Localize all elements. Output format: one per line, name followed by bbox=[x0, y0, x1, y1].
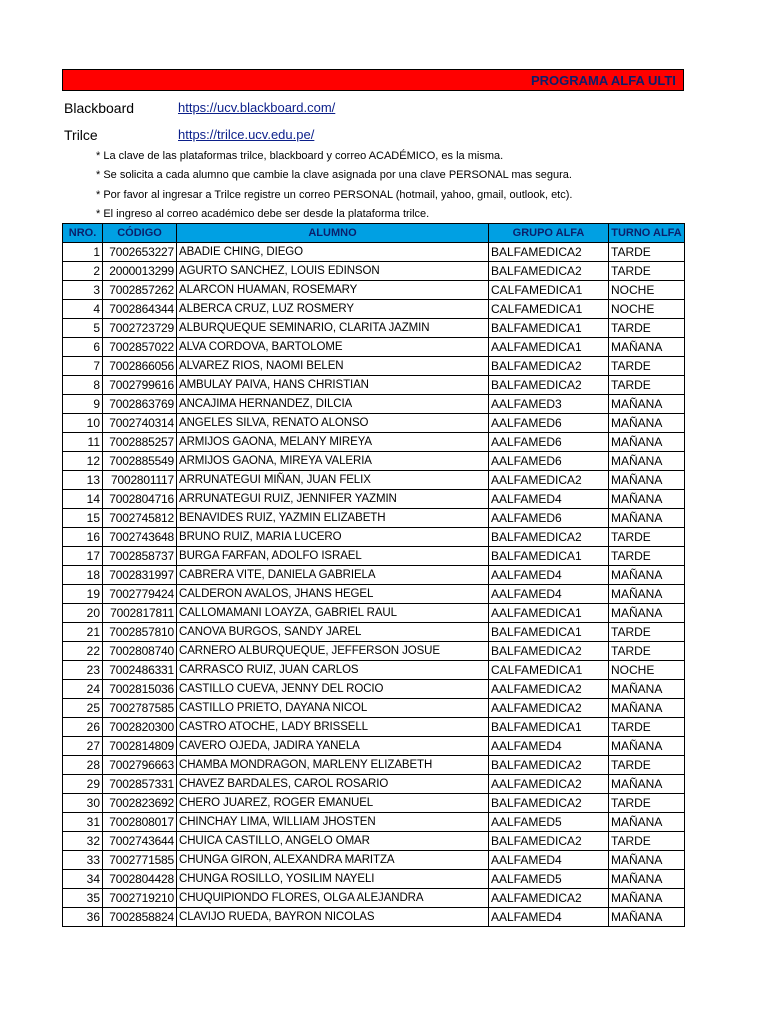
student-code: 7002743648 bbox=[103, 528, 177, 547]
student-name: CLAVIJO RUEDA, BAYRON NICOLAS bbox=[177, 908, 489, 927]
row-number: 9 bbox=[63, 395, 103, 414]
student-code: 7002771585 bbox=[103, 851, 177, 870]
student-code: 7002857331 bbox=[103, 775, 177, 794]
alfa-group: AALFAMED6 bbox=[489, 509, 609, 528]
alfa-shift: MAÑANA bbox=[609, 851, 685, 870]
student-code: 7002808017 bbox=[103, 813, 177, 832]
student-name: BENAVIDES RUIZ, YAZMIN ELIZABETH bbox=[177, 509, 489, 528]
header-grupo-alfa: GRUPO ALFA bbox=[489, 224, 609, 243]
table-row bbox=[63, 813, 685, 832]
row-number: 5 bbox=[63, 319, 103, 338]
alfa-group: BALFAMEDICA2 bbox=[489, 376, 609, 395]
alfa-group: AALFAMEDICA1 bbox=[489, 338, 609, 357]
student-code: 7002804428 bbox=[103, 870, 177, 889]
row-number: 25 bbox=[63, 699, 103, 718]
student-code: 7002486331 bbox=[103, 661, 177, 680]
student-code: 7002817811 bbox=[103, 604, 177, 623]
student-name: CHUICA CASTILLO, ANGELO OMAR bbox=[177, 832, 489, 851]
student-name: ANCAJIMA HERNANDEZ, DILCIA bbox=[177, 395, 489, 414]
alfa-shift: TARDE bbox=[609, 756, 685, 775]
row-number: 29 bbox=[63, 775, 103, 794]
table-row bbox=[63, 870, 685, 889]
student-code: 7002653227 bbox=[103, 243, 177, 262]
alfa-group: AALFAMED6 bbox=[489, 433, 609, 452]
student-name: CHAMBA MONDRAGON, MARLENY ELIZABETH bbox=[177, 756, 489, 775]
row-number: 10 bbox=[63, 414, 103, 433]
alfa-group: AALFAMEDICA2 bbox=[489, 680, 609, 699]
student-name: BRUNO RUIZ, MARIA LUCERO bbox=[177, 528, 489, 547]
table-row bbox=[63, 699, 685, 718]
table-header-row bbox=[63, 224, 685, 243]
alfa-group: AALFAMED5 bbox=[489, 870, 609, 889]
alfa-shift: TARDE bbox=[609, 243, 685, 262]
row-number: 8 bbox=[63, 376, 103, 395]
student-table bbox=[62, 223, 685, 927]
alfa-shift: MAÑANA bbox=[609, 395, 685, 414]
alfa-group: AALFAMED4 bbox=[489, 851, 609, 870]
alfa-shift: TARDE bbox=[609, 262, 685, 281]
student-name: ABADIE CHING, DIEGO bbox=[177, 243, 489, 262]
program-banner bbox=[62, 69, 684, 91]
row-number: 32 bbox=[63, 832, 103, 851]
alfa-group: BALFAMEDICA2 bbox=[489, 642, 609, 661]
table-row bbox=[63, 794, 685, 813]
blackboard-link[interactable]: https://ucv.blackboard.com/ bbox=[178, 100, 336, 115]
alfa-group: CALFAMEDICA1 bbox=[489, 661, 609, 680]
student-name: BURGA FARFAN, ADOLFO ISRAEL bbox=[177, 547, 489, 566]
table-row bbox=[63, 338, 685, 357]
header-nro: NRO. bbox=[63, 224, 103, 243]
row-number: 14 bbox=[63, 490, 103, 509]
student-code: 7002857810 bbox=[103, 623, 177, 642]
alfa-shift: MAÑANA bbox=[609, 471, 685, 490]
table-row bbox=[63, 433, 685, 452]
table-row bbox=[63, 509, 685, 528]
student-name: ALARCON HUAMAN, ROSEMARY bbox=[177, 281, 489, 300]
alfa-group: AALFAMED4 bbox=[489, 908, 609, 927]
student-name: CASTILLO CUEVA, JENNY DEL ROCIO bbox=[177, 680, 489, 699]
student-code: 7002745812 bbox=[103, 509, 177, 528]
student-code: 7002857262 bbox=[103, 281, 177, 300]
alfa-group: AALFAMED4 bbox=[489, 566, 609, 585]
alfa-shift: TARDE bbox=[609, 794, 685, 813]
row-number: 6 bbox=[63, 338, 103, 357]
alfa-shift: MAÑANA bbox=[609, 908, 685, 927]
alfa-group: BALFAMEDICA2 bbox=[489, 243, 609, 262]
table-row bbox=[63, 452, 685, 471]
alfa-group: BALFAMEDICA2 bbox=[489, 832, 609, 851]
table-row bbox=[63, 851, 685, 870]
alfa-group: BALFAMEDICA2 bbox=[489, 794, 609, 813]
alfa-shift: MAÑANA bbox=[609, 737, 685, 756]
table-row bbox=[63, 414, 685, 433]
student-code: 7002864344 bbox=[103, 300, 177, 319]
student-name: ALVA CORDOVA, BARTOLOME bbox=[177, 338, 489, 357]
table-row bbox=[63, 756, 685, 775]
student-code: 7002814809 bbox=[103, 737, 177, 756]
student-name: CALLOMAMANI LOAYZA, GABRIEL RAUL bbox=[177, 604, 489, 623]
student-code: 7002787585 bbox=[103, 699, 177, 718]
table-row bbox=[63, 281, 685, 300]
table-row bbox=[63, 300, 685, 319]
row-number: 15 bbox=[63, 509, 103, 528]
alfa-group: AALFAMEDICA2 bbox=[489, 775, 609, 794]
alfa-group: BALFAMEDICA2 bbox=[489, 756, 609, 775]
student-name: CASTILLO PRIETO, DAYANA NICOL bbox=[177, 699, 489, 718]
student-name: AMBULAY PAIVA, HANS CHRISTIAN bbox=[177, 376, 489, 395]
student-name: CHAVEZ BARDALES, CAROL ROSARIO bbox=[177, 775, 489, 794]
alfa-shift: MAÑANA bbox=[609, 870, 685, 889]
alfa-shift: MAÑANA bbox=[609, 338, 685, 357]
header-turno-alfa: TURNO ALFA bbox=[609, 224, 685, 243]
student-name: CHUNGA ROSILLO, YOSILIM NAYELI bbox=[177, 870, 489, 889]
student-code: 7002801117 bbox=[103, 471, 177, 490]
student-name: CABRERA VITE, DANIELA GABRIELA bbox=[177, 566, 489, 585]
alfa-group: BALFAMEDICA1 bbox=[489, 547, 609, 566]
row-number: 19 bbox=[63, 585, 103, 604]
alfa-group: CALFAMEDICA1 bbox=[489, 300, 609, 319]
banner-title: PROGRAMA ALFA ULTI bbox=[531, 73, 676, 88]
table-row bbox=[63, 908, 685, 927]
table-row bbox=[63, 718, 685, 737]
row-number: 7 bbox=[63, 357, 103, 376]
row-number: 27 bbox=[63, 737, 103, 756]
alfa-shift: MAÑANA bbox=[609, 566, 685, 585]
student-code: 7002815036 bbox=[103, 680, 177, 699]
note-same-password: * La clave de las plataformas trilce, blackboard y correo ACADÉMICO, es la misma. bbox=[96, 150, 504, 162]
trilce-link[interactable]: https://trilce.ucv.edu.pe/ bbox=[178, 127, 315, 142]
student-code: 7002723729 bbox=[103, 319, 177, 338]
alfa-shift: MAÑANA bbox=[609, 585, 685, 604]
table-row bbox=[63, 642, 685, 661]
student-name: ARRUNATEGUI RUIZ, JENNIFER YAZMIN bbox=[177, 490, 489, 509]
student-name: ARMIJOS GAONA, MIREYA VALERIA bbox=[177, 452, 489, 471]
alfa-group: AALFAMED6 bbox=[489, 452, 609, 471]
row-number: 23 bbox=[63, 661, 103, 680]
student-code: 7002740314 bbox=[103, 414, 177, 433]
student-name: CANOVA BURGOS, SANDY JAREL bbox=[177, 623, 489, 642]
alfa-shift: NOCHE bbox=[609, 300, 685, 319]
row-number: 31 bbox=[63, 813, 103, 832]
table-row bbox=[63, 262, 685, 281]
student-name: ALBURQUEQUE SEMINARIO, CLARITA JAZMIN bbox=[177, 319, 489, 338]
alfa-group: AALFAMEDICA2 bbox=[489, 471, 609, 490]
alfa-group: AALFAMED4 bbox=[489, 585, 609, 604]
alfa-shift: MAÑANA bbox=[609, 414, 685, 433]
alfa-shift: MAÑANA bbox=[609, 604, 685, 623]
table-row bbox=[63, 604, 685, 623]
student-code: 7002863769 bbox=[103, 395, 177, 414]
student-code: 7002799616 bbox=[103, 376, 177, 395]
alfa-group: BALFAMEDICA2 bbox=[489, 528, 609, 547]
header-alumno: ALUMNO bbox=[177, 224, 489, 243]
alfa-shift: MAÑANA bbox=[609, 699, 685, 718]
alfa-shift: MAÑANA bbox=[609, 775, 685, 794]
row-number: 21 bbox=[63, 623, 103, 642]
note-register-email: * Por favor al ingresar a Trilce registre un correo PERSONAL (hotmail, yahoo, gmail, outlook, etc). bbox=[96, 189, 573, 201]
table-row bbox=[63, 319, 685, 338]
row-number: 17 bbox=[63, 547, 103, 566]
note-email-access: * El ingreso al correo académico debe ser desde la plataforma trilce. bbox=[96, 208, 430, 220]
student-code: 7002858737 bbox=[103, 547, 177, 566]
student-name: ALVAREZ RIOS, NAOMI BELEN bbox=[177, 357, 489, 376]
table-row bbox=[63, 680, 685, 699]
student-name: CALDERON AVALOS, JHANS HEGEL bbox=[177, 585, 489, 604]
alfa-group: AALFAMED4 bbox=[489, 737, 609, 756]
row-number: 4 bbox=[63, 300, 103, 319]
student-name: CARNERO ALBURQUEQUE, JEFFERSON JOSUE bbox=[177, 642, 489, 661]
student-code: 2000013299 bbox=[103, 262, 177, 281]
row-number: 36 bbox=[63, 908, 103, 927]
student-code: 7002831997 bbox=[103, 566, 177, 585]
student-code: 7002743644 bbox=[103, 832, 177, 851]
table-row bbox=[63, 623, 685, 642]
alfa-shift: TARDE bbox=[609, 319, 685, 338]
alfa-group: AALFAMED6 bbox=[489, 414, 609, 433]
row-number: 26 bbox=[63, 718, 103, 737]
alfa-group: BALFAMEDICA1 bbox=[489, 319, 609, 338]
table-row bbox=[63, 585, 685, 604]
row-number: 33 bbox=[63, 851, 103, 870]
row-number: 18 bbox=[63, 566, 103, 585]
student-name: CHINCHAY LIMA, WILLIAM JHOSTEN bbox=[177, 813, 489, 832]
alfa-shift: TARDE bbox=[609, 832, 685, 851]
student-name: ARRUNATEGUI MIÑAN, JUAN FELIX bbox=[177, 471, 489, 490]
table-row bbox=[63, 566, 685, 585]
student-name: CASTRO ATOCHE, LADY BRISSELL bbox=[177, 718, 489, 737]
alfa-shift: TARDE bbox=[609, 528, 685, 547]
table-row bbox=[63, 832, 685, 851]
student-name: CAVERO OJEDA, JADIRA YANELA bbox=[177, 737, 489, 756]
alfa-shift: MAÑANA bbox=[609, 490, 685, 509]
student-name: ARMIJOS GAONA, MELANY MIREYA bbox=[177, 433, 489, 452]
row-number: 28 bbox=[63, 756, 103, 775]
table-row bbox=[63, 889, 685, 908]
alfa-shift: TARDE bbox=[609, 376, 685, 395]
student-code: 7002796663 bbox=[103, 756, 177, 775]
alfa-shift: TARDE bbox=[609, 642, 685, 661]
student-code: 7002823692 bbox=[103, 794, 177, 813]
table-row bbox=[63, 775, 685, 794]
table-row bbox=[63, 376, 685, 395]
table-row bbox=[63, 357, 685, 376]
student-name: ANGELES SILVA, RENATO ALONSO bbox=[177, 414, 489, 433]
alfa-group: BALFAMEDICA1 bbox=[489, 623, 609, 642]
header-codigo: CÓDIGO bbox=[103, 224, 177, 243]
table-row bbox=[63, 737, 685, 756]
row-number: 35 bbox=[63, 889, 103, 908]
student-name: AGURTO SANCHEZ, LOUIS EDINSON bbox=[177, 262, 489, 281]
row-number: 13 bbox=[63, 471, 103, 490]
student-code: 7002719210 bbox=[103, 889, 177, 908]
note-change-password: * Se solicita a cada alumno que cambie la clave asignada por una clave PERSONAL mas segura. bbox=[96, 169, 572, 181]
student-code: 7002808740 bbox=[103, 642, 177, 661]
row-number: 24 bbox=[63, 680, 103, 699]
row-number: 11 bbox=[63, 433, 103, 452]
student-code: 7002858824 bbox=[103, 908, 177, 927]
alfa-group: CALFAMEDICA1 bbox=[489, 281, 609, 300]
alfa-group: AALFAMED4 bbox=[489, 490, 609, 509]
alfa-shift: MAÑANA bbox=[609, 680, 685, 699]
alfa-group: BALFAMEDICA1 bbox=[489, 718, 609, 737]
table-row bbox=[63, 395, 685, 414]
alfa-shift: MAÑANA bbox=[609, 509, 685, 528]
student-name: CHUNGA GIRON, ALEXANDRA MARITZA bbox=[177, 851, 489, 870]
alfa-group: AALFAMEDICA2 bbox=[489, 699, 609, 718]
row-number: 2 bbox=[63, 262, 103, 281]
alfa-group: BALFAMEDICA2 bbox=[489, 262, 609, 281]
student-code: 7002820300 bbox=[103, 718, 177, 737]
student-code: 7002779424 bbox=[103, 585, 177, 604]
row-number: 1 bbox=[63, 243, 103, 262]
row-number: 34 bbox=[63, 870, 103, 889]
table-row bbox=[63, 243, 685, 262]
student-code: 7002857022 bbox=[103, 338, 177, 357]
alfa-shift: MAÑANA bbox=[609, 889, 685, 908]
alfa-shift: MAÑANA bbox=[609, 433, 685, 452]
alfa-shift: NOCHE bbox=[609, 281, 685, 300]
table-row bbox=[63, 547, 685, 566]
student-name: CARRASCO RUIZ, JUAN CARLOS bbox=[177, 661, 489, 680]
table-row bbox=[63, 471, 685, 490]
row-number: 30 bbox=[63, 794, 103, 813]
alfa-shift: TARDE bbox=[609, 547, 685, 566]
table-row bbox=[63, 490, 685, 509]
table-body bbox=[63, 243, 685, 927]
alfa-group: AALFAMEDICA2 bbox=[489, 889, 609, 908]
alfa-shift: TARDE bbox=[609, 357, 685, 376]
row-number: 3 bbox=[63, 281, 103, 300]
student-code: 7002885549 bbox=[103, 452, 177, 471]
row-number: 16 bbox=[63, 528, 103, 547]
trilce-label: Trilce bbox=[64, 127, 98, 143]
alfa-group: AALFAMEDICA1 bbox=[489, 604, 609, 623]
student-code: 7002866056 bbox=[103, 357, 177, 376]
alfa-group: BALFAMEDICA2 bbox=[489, 357, 609, 376]
student-code: 7002804716 bbox=[103, 490, 177, 509]
student-name: CHUQUIPIONDO FLORES, OLGA ALEJANDRA bbox=[177, 889, 489, 908]
alfa-shift: TARDE bbox=[609, 718, 685, 737]
student-name: ALBERCA CRUZ, LUZ ROSMERY bbox=[177, 300, 489, 319]
alfa-group: AALFAMED5 bbox=[489, 813, 609, 832]
table-row bbox=[63, 661, 685, 680]
alfa-shift: MAÑANA bbox=[609, 452, 685, 471]
alfa-group: AALFAMED3 bbox=[489, 395, 609, 414]
student-name: CHERO JUAREZ, ROGER EMANUEL bbox=[177, 794, 489, 813]
alfa-shift: TARDE bbox=[609, 623, 685, 642]
alfa-shift: MAÑANA bbox=[609, 813, 685, 832]
row-number: 12 bbox=[63, 452, 103, 471]
row-number: 22 bbox=[63, 642, 103, 661]
alfa-shift: NOCHE bbox=[609, 661, 685, 680]
blackboard-label: Blackboard bbox=[64, 100, 135, 116]
student-code: 7002885257 bbox=[103, 433, 177, 452]
table-row bbox=[63, 528, 685, 547]
row-number: 20 bbox=[63, 604, 103, 623]
